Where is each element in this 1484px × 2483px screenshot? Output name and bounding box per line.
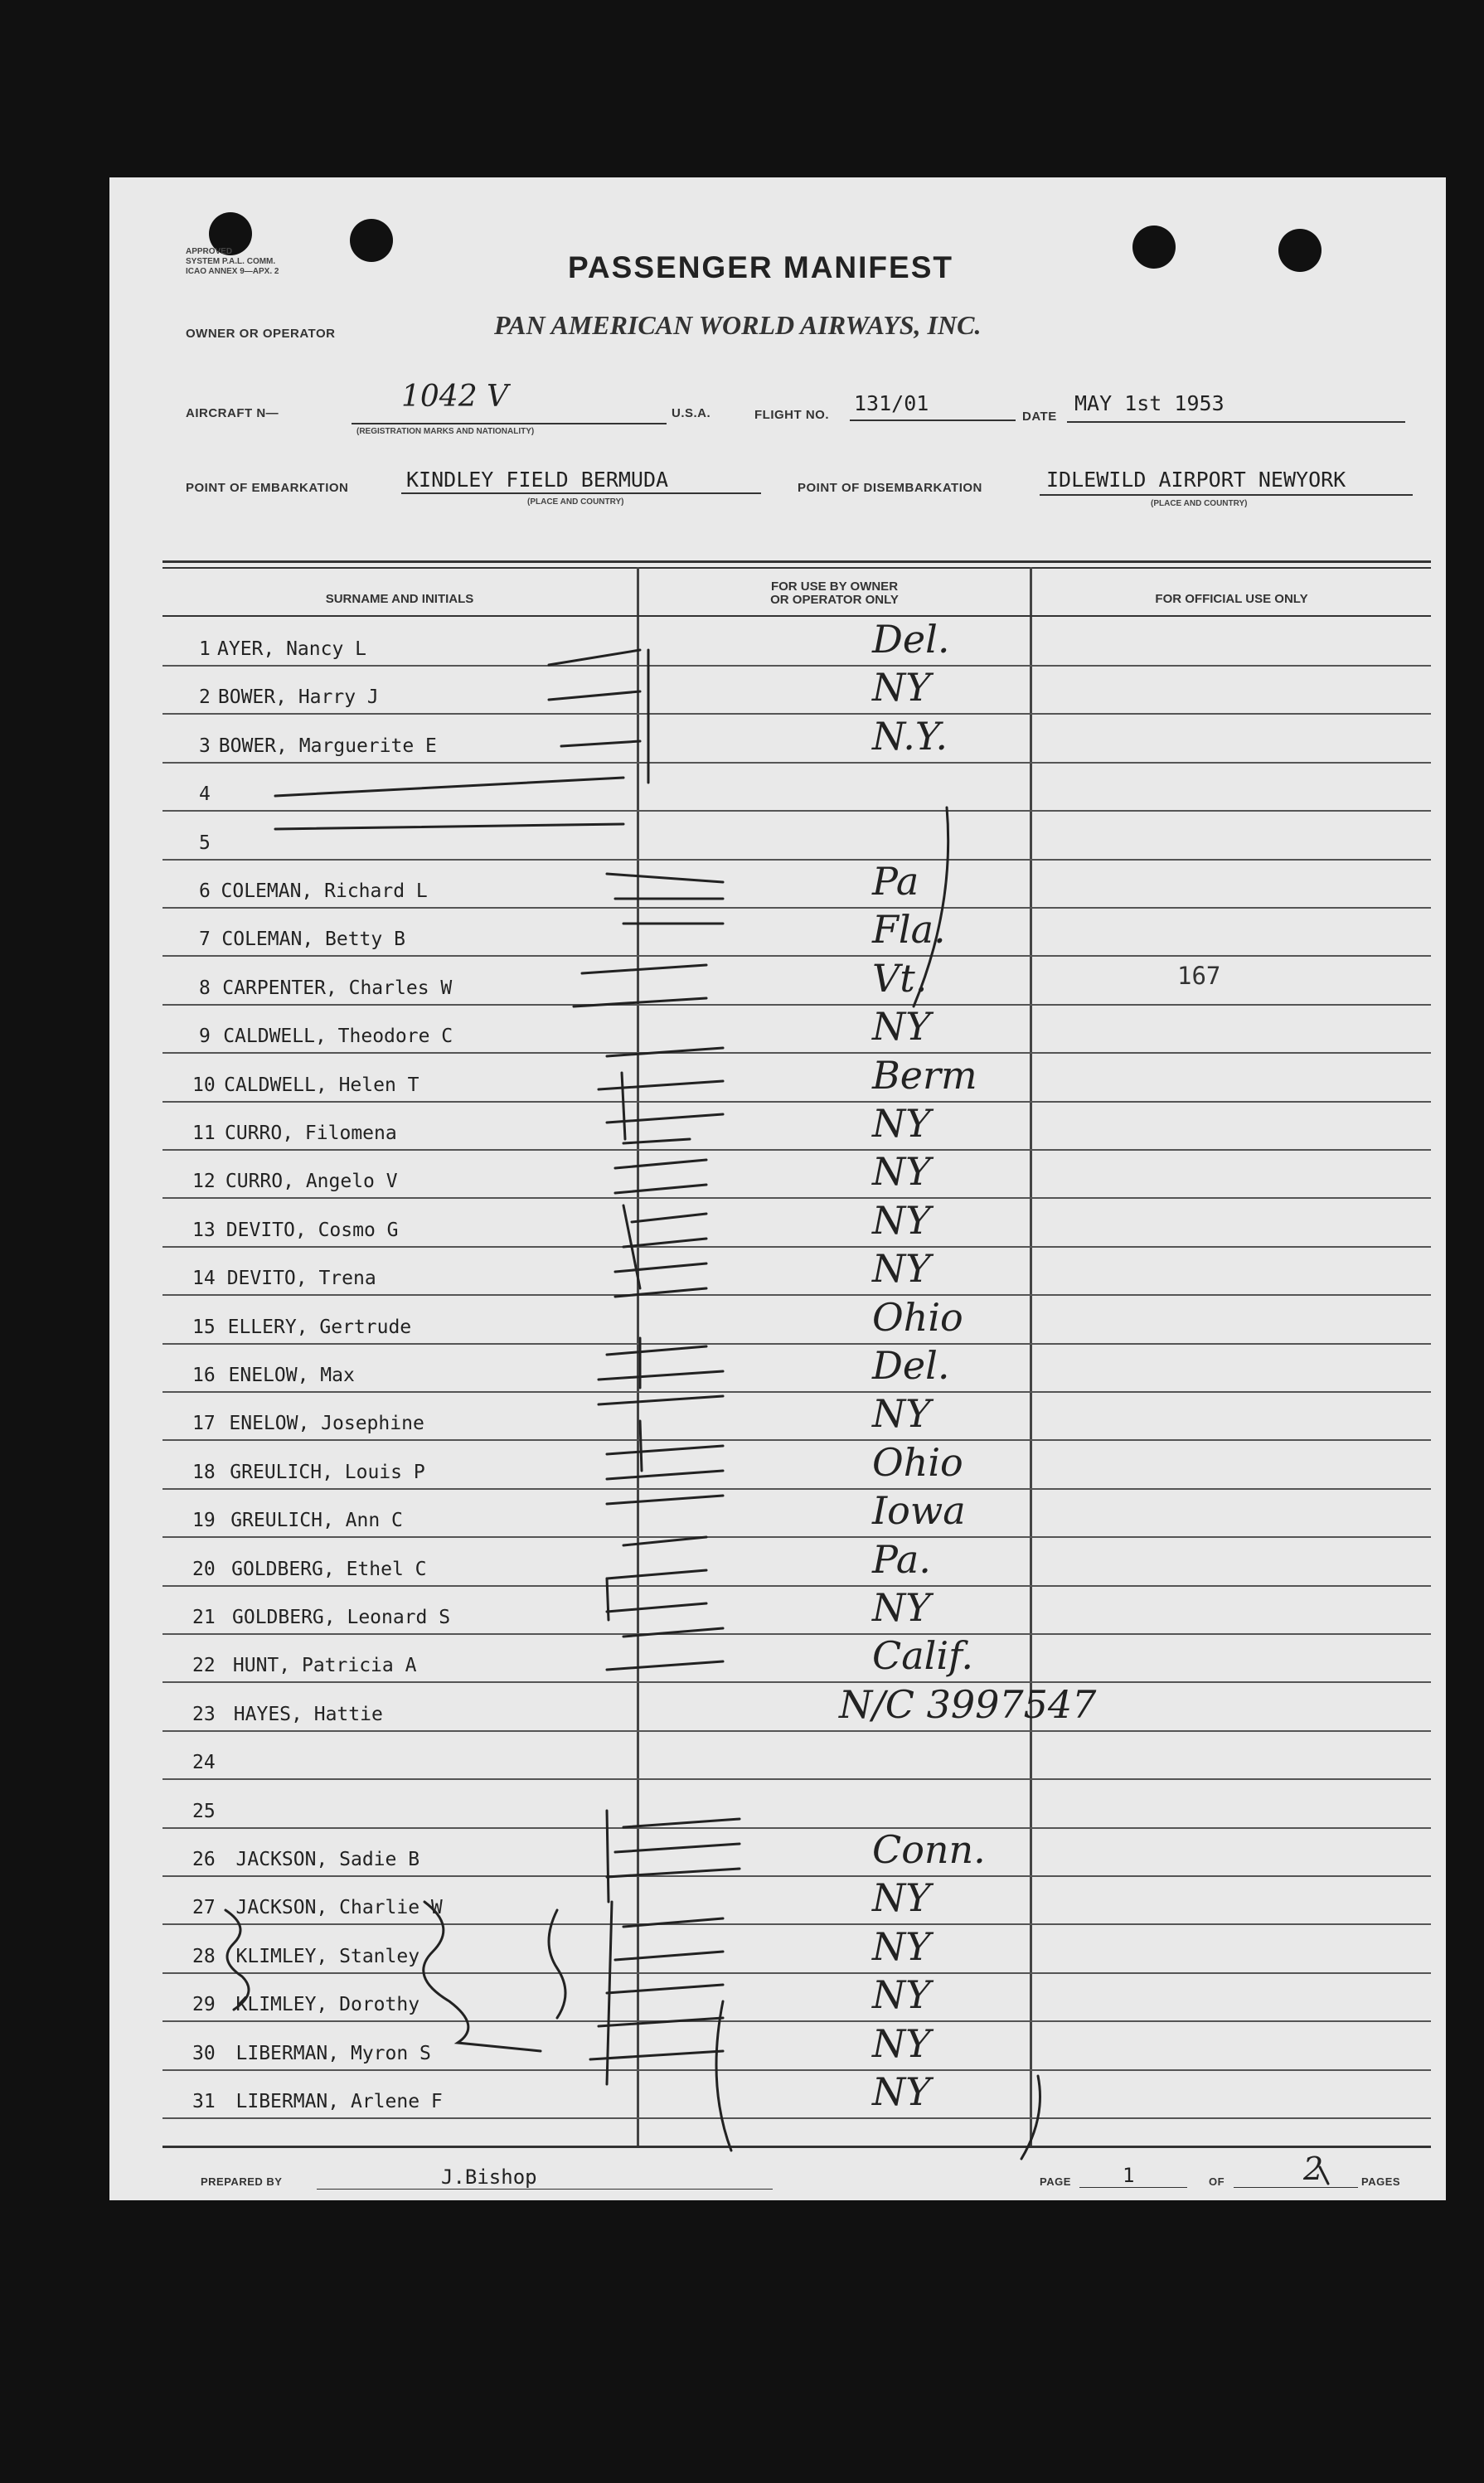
owner-note: Ohio — [872, 1294, 963, 1340]
owner-note: NY — [872, 1923, 931, 1969]
passenger-name: ELLERY, Gertrude — [227, 1316, 412, 1338]
manifest-sheet — [109, 177, 1446, 2200]
row-number: 17 — [192, 1413, 216, 1435]
passenger-name: AYER, Nancy L — [217, 638, 367, 660]
passenger-name: HAYES, Hattie — [233, 1703, 383, 1725]
column-header-name: SURNAME AND INITIALS — [325, 592, 474, 606]
row-number: 21 — [192, 1607, 216, 1628]
aircraft-label: AIRCRAFT N— — [186, 406, 279, 420]
owner-note: Pa. — [872, 1536, 931, 1582]
owner-note: Pa — [872, 859, 919, 904]
row-number: 12 — [192, 1171, 216, 1193]
row-number: 1 — [199, 638, 211, 660]
embarkation-label: POINT OF EMBARKATION — [186, 481, 349, 495]
row-number: 20 — [192, 1558, 216, 1580]
row-number: 11 — [192, 1123, 216, 1144]
owner-note: Vt. — [872, 955, 928, 1001]
owner-note: Del. — [872, 1343, 950, 1388]
row-number: 4 — [199, 783, 211, 806]
row-number: 14 — [192, 1268, 216, 1290]
passenger-name: HUNT, Patricia A — [232, 1655, 417, 1677]
page-title: PASSENGER MANIFEST — [568, 250, 953, 284]
owner-note: NY — [872, 1101, 931, 1146]
row-number: 15 — [192, 1316, 216, 1338]
row-number: 5 — [199, 832, 211, 854]
owner-note: NY — [872, 2020, 931, 2066]
owner-note: Berm — [872, 1052, 977, 1098]
owner-note: Conn. — [872, 1827, 986, 1872]
row-number: 16 — [192, 1365, 216, 1386]
page-label: PAGE — [1040, 2175, 1071, 2188]
row-number: 24 — [192, 1752, 216, 1774]
owner-note: NY — [872, 1004, 931, 1050]
passenger-name: GOLDBERG, Leonard S — [232, 1607, 451, 1628]
owner-note: Iowa — [872, 1488, 966, 1534]
disembarkation-label: POINT OF DISEMBARKATION — [798, 481, 982, 495]
row-number: 9 — [199, 1026, 211, 1048]
owner-note: NY — [872, 1197, 931, 1243]
page-number: 1 — [1123, 2164, 1135, 2187]
row-number: 26 — [192, 1849, 216, 1870]
disembarkation-caption: (PLACE AND COUNTRY) — [1151, 499, 1248, 508]
total-pages: 2 — [1303, 2151, 1324, 2187]
flight-label: FLIGHT NO. — [754, 408, 829, 422]
owner-note: N/C 3997547 — [839, 1681, 1097, 1727]
passenger-name: BOWER, Marguerite E — [218, 735, 437, 757]
passenger-name: JACKSON, Sadie B — [235, 1849, 420, 1870]
row-number: 30 — [192, 2042, 216, 2064]
passenger-name: KLIMLEY, Dorothy — [235, 1994, 420, 2016]
date-label: DATE — [1022, 410, 1057, 424]
registration-caption: (REGISTRATION MARKS AND NATIONALITY) — [356, 427, 535, 436]
row-number: 31 — [192, 2091, 216, 2112]
row-number: 27 — [192, 1897, 216, 1919]
owner-note: NY — [872, 1972, 931, 2018]
flight-number: 131/01 — [854, 391, 929, 415]
passenger-name: ENELOW, Max — [228, 1365, 355, 1386]
passenger-name: BOWER, Harry J — [217, 686, 379, 709]
passenger-name: KLIMLEY, Stanley — [235, 1945, 420, 1967]
owner-note: NY — [872, 665, 931, 710]
row-number: 6 — [199, 880, 211, 902]
passenger-name: CALDWELL, Helen T — [224, 1074, 419, 1096]
passenger-name: GOLDBERG, Ethel C — [231, 1558, 427, 1580]
row-number: 8 — [199, 977, 211, 999]
row-number: 28 — [192, 1945, 216, 1967]
official-note: 167 — [1177, 962, 1221, 990]
disembarkation-value: IDLEWILD AIRPORT NEWYORK — [1046, 468, 1346, 492]
passenger-name: CARPENTER, Charles W — [222, 977, 453, 999]
row-number: 13 — [192, 1219, 216, 1241]
embarkation-caption: (PLACE AND COUNTRY) — [527, 497, 624, 507]
passenger-name: COLEMAN, Richard L — [221, 880, 428, 902]
passenger-name: CALDWELL, Theodore C — [223, 1026, 453, 1048]
row-number: 3 — [199, 735, 211, 757]
passenger-name: LIBERMAN, Arlene F — [235, 2091, 443, 2112]
handwritten-tally-marks — [109, 177, 1446, 2200]
owner-note: NY — [872, 1585, 931, 1630]
owner-note: Fla. — [872, 907, 946, 953]
row-number: 2 — [199, 686, 211, 709]
row-number: 18 — [192, 1461, 216, 1483]
passenger-name: DEVITO, Trena — [226, 1268, 376, 1290]
owner-note: NY — [872, 1149, 931, 1195]
of-label: OF — [1209, 2175, 1225, 2188]
aircraft-number: 1042 V — [401, 380, 509, 414]
passenger-name: LIBERMAN, Myron S — [235, 2042, 431, 2064]
stamp-line: APPROVED — [186, 247, 233, 256]
row-number: 25 — [192, 1800, 216, 1822]
flight-date: MAY 1st 1953 — [1074, 391, 1225, 415]
embarkation-value: KINDLEY FIELD BERMUDA — [406, 468, 669, 492]
passenger-name: DEVITO, Cosmo G — [226, 1219, 399, 1241]
row-number: 29 — [192, 1994, 216, 2016]
passenger-name: JACKSON, Charlie W — [235, 1897, 443, 1919]
owner-note: NY — [872, 1246, 931, 1292]
row-number: 7 — [199, 929, 211, 951]
passenger-name: CURRO, Angelo V — [225, 1171, 398, 1193]
stamp-line: SYSTEM P.A.L. COMM. — [186, 257, 276, 266]
column-header-official: FOR OFFICIAL USE ONLY — [1155, 592, 1308, 606]
owner-note: Calif. — [872, 1633, 974, 1679]
passenger-name: GREULICH, Ann C — [230, 1510, 403, 1532]
stamp-line: ICAO ANNEX 9—APX. 2 — [186, 267, 279, 276]
passenger-name: CURRO, Filomena — [225, 1123, 397, 1144]
row-number: 23 — [192, 1703, 216, 1725]
owner-note: NY — [872, 1391, 931, 1437]
pages-label: PAGES — [1361, 2175, 1401, 2188]
row-number: 19 — [192, 1510, 216, 1532]
column-header-owner-line: FOR USE BY OWNER — [770, 580, 899, 594]
owner-note: NY — [872, 1875, 931, 1921]
passenger-name: ENELOW, Josephine — [229, 1413, 424, 1435]
owner-label: OWNER OR OPERATOR — [186, 327, 336, 341]
passenger-name: GREULICH, Louis P — [230, 1461, 425, 1483]
owner-note: Del. — [872, 617, 950, 662]
row-number: 22 — [192, 1655, 216, 1677]
row-number: 10 — [192, 1074, 216, 1096]
passenger-name: COLEMAN, Betty B — [221, 929, 405, 951]
operator-name: PAN AMERICAN WORLD AIRWAYS, INC. — [494, 310, 982, 340]
column-header-owner-line: OR OPERATOR ONLY — [770, 593, 899, 607]
owner-note: N.Y. — [872, 713, 948, 759]
usa-label: U.S.A. — [672, 406, 711, 420]
owner-note: NY — [872, 2069, 931, 2114]
prepared-by-value: J.Bishop — [441, 2165, 537, 2189]
owner-note: Ohio — [872, 1439, 963, 1485]
prepared-by-label: PREPARED BY — [201, 2175, 283, 2188]
